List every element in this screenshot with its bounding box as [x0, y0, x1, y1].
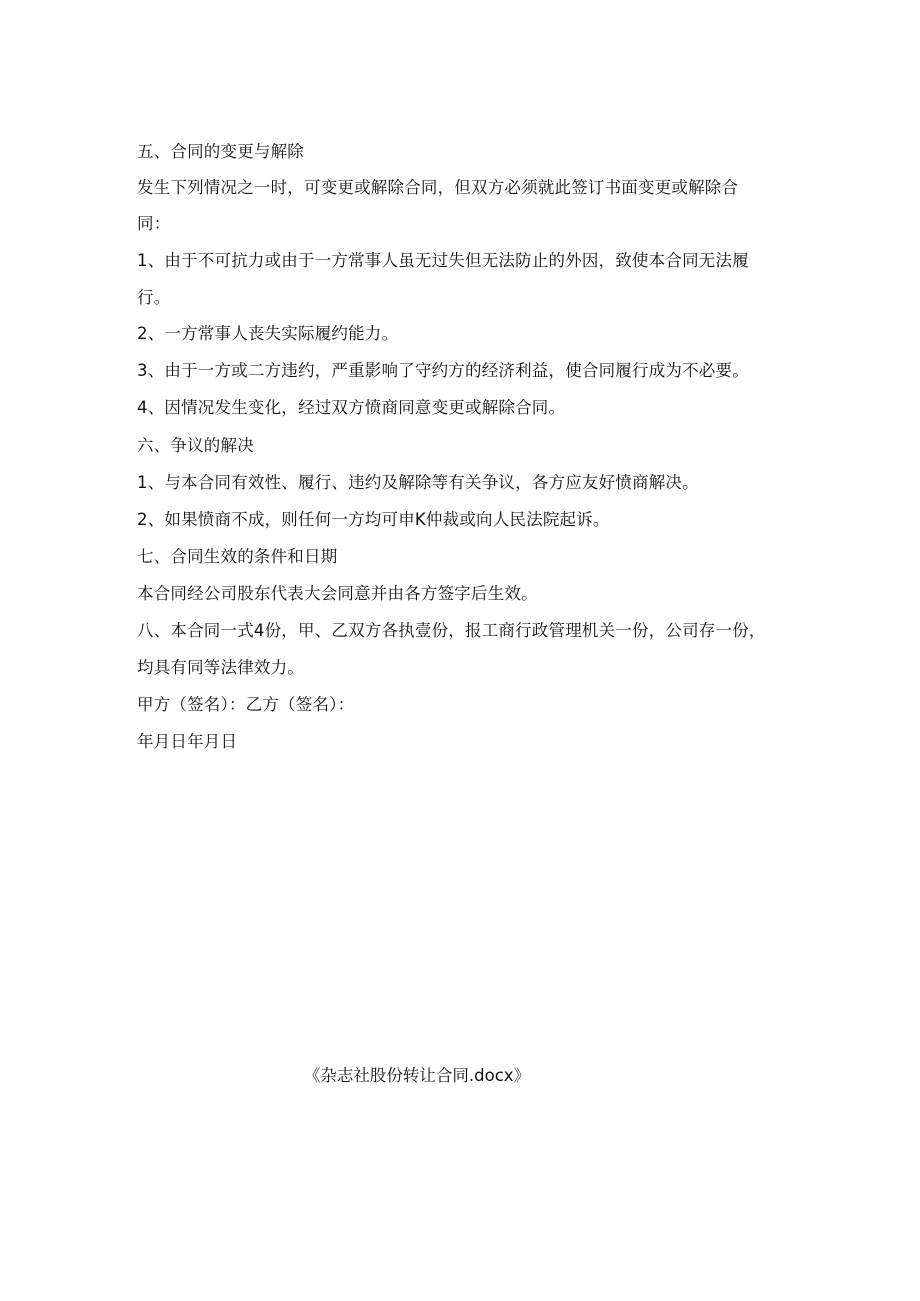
section-6-heading: 六、争议的解决: [137, 436, 254, 455]
list-item-2: 2、如果愤商不成，则任何一方均可申K仲裁或向人民法院起诉。: [137, 510, 610, 529]
signature-line: 甲方（签名）：乙方（签名）：: [137, 695, 355, 714]
date-line: 年月日年月日: [137, 732, 238, 751]
list-item-2: 2、一方常事人丧失实际履约能力。: [137, 324, 399, 343]
paragraph-line: 发生下列情况之一时，可变更或解除合同，但双方必须就此签订书面变更或解除合: [137, 178, 739, 197]
paragraph-line: 本合同经公司股东代表大会同意并由各方签字后生效。: [137, 584, 538, 603]
list-item-3: 3、由于一方或二方违约，严重影响了守约方的经济利益，使合同履行成为不必要。: [137, 361, 749, 380]
document-footer: [0, 1065, 920, 1087]
footer-filename: 《杂志社股份转让合同.docx》: [303, 1066, 531, 1085]
section-7-heading: 七、合同生效的条件和日期: [137, 547, 338, 566]
list-item-1-cont: 行。: [137, 288, 171, 307]
section-8-line-cont: 均具有同等法律效力。: [137, 658, 304, 677]
list-item-1: 1、由于不可抗力或由于一方常事人虽无过失但无法防止的外因，致使本合同无法履: [137, 251, 749, 270]
section-8-line: 八、本合同一式4份，甲、乙双方各执壹份，报工商行政管理机关一份，公司存一份，: [137, 621, 766, 640]
list-item-4: 4、因情况发生变化，经过双方愤商同意变更或解除合同。: [137, 398, 566, 417]
list-item-1: 1、与本合同有效性、履行、违约及解除等有关争议，各方应友好愤商解决。: [137, 473, 699, 492]
paragraph-line: 同：: [137, 214, 171, 233]
section-5-heading: 五、合同的变更与解除: [137, 142, 304, 161]
